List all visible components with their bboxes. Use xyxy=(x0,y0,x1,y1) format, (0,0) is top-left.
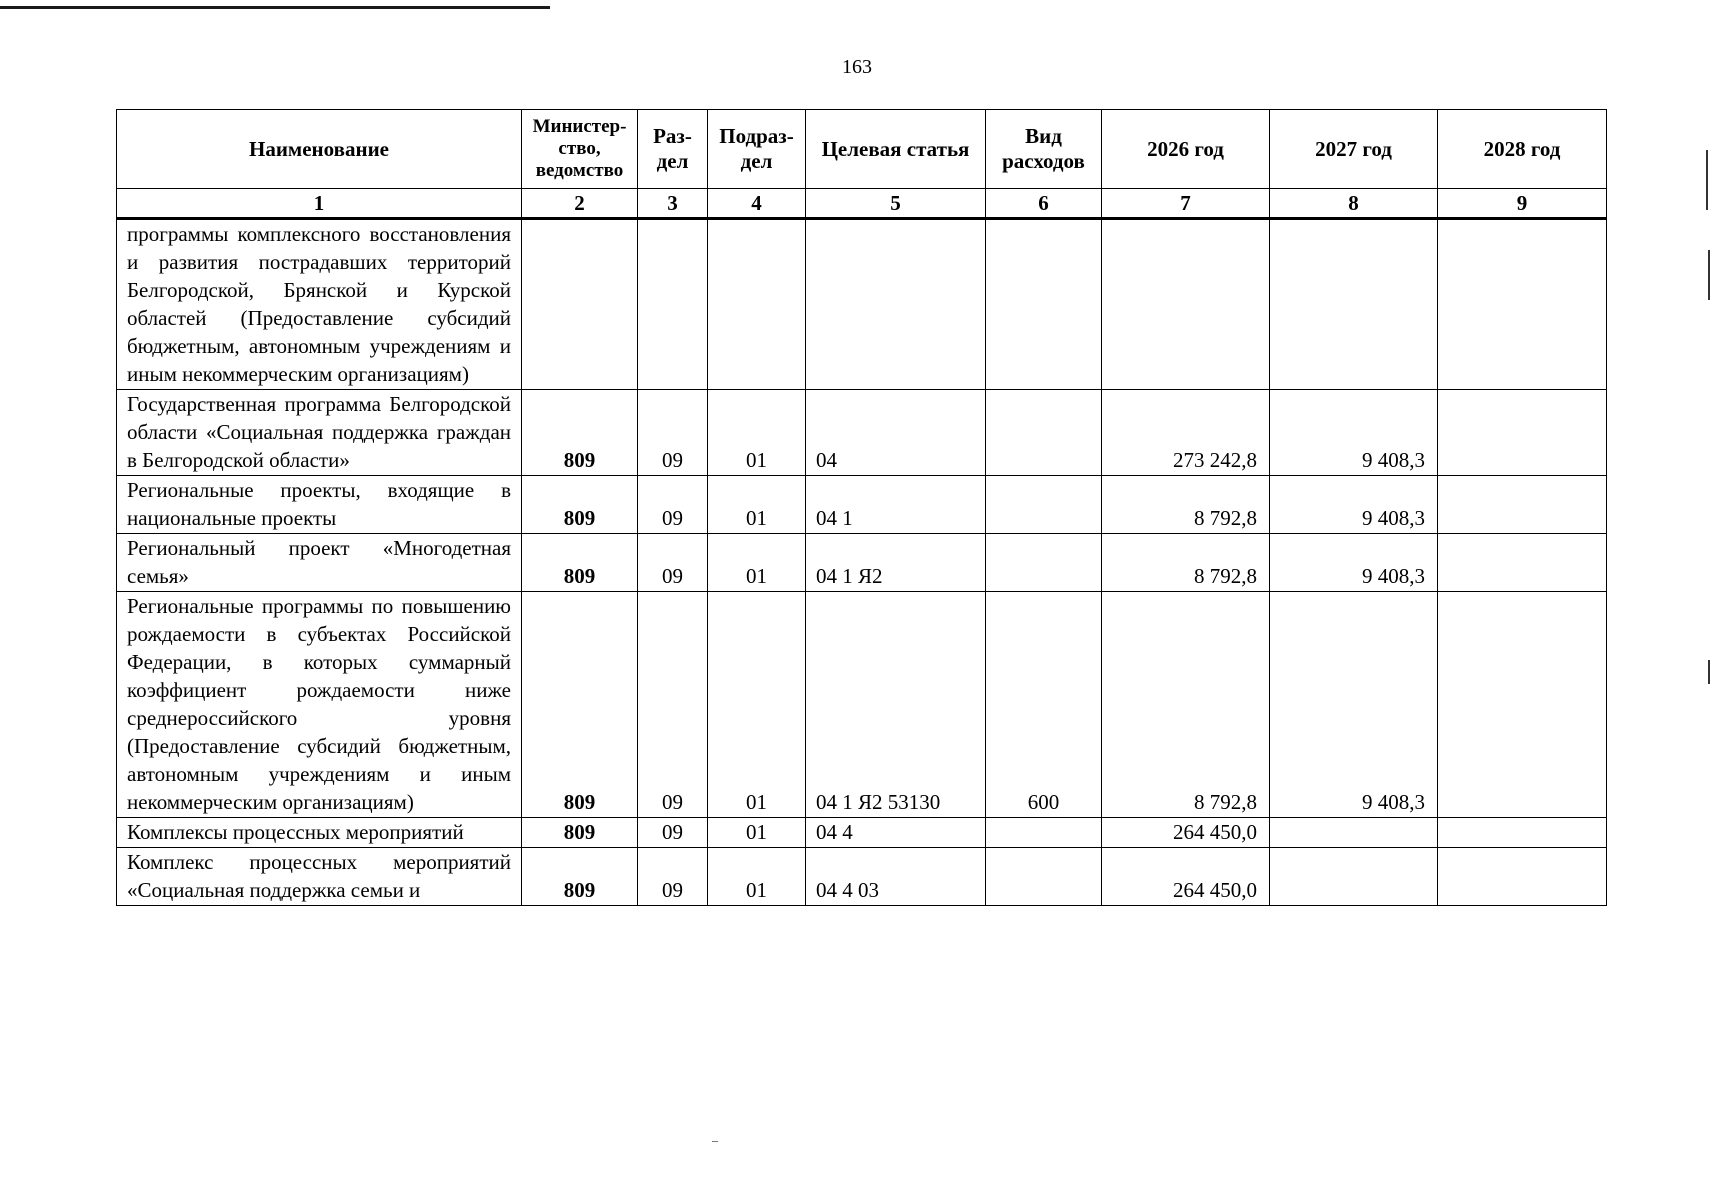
row-expense-type xyxy=(986,818,1102,848)
row-expense-type xyxy=(986,476,1102,534)
row-podrazdel: 01 xyxy=(708,476,806,534)
scan-edge-mark xyxy=(1706,150,1708,210)
column-number: 3 xyxy=(638,189,708,219)
header-razdel: Раз-дел xyxy=(638,110,708,189)
row-razdel: 09 xyxy=(638,476,708,534)
header-ministry: Министер-ство, ведомство xyxy=(522,110,638,189)
row-amount-2028 xyxy=(1438,476,1607,534)
row-amount-2028 xyxy=(1438,848,1607,906)
row-podrazdel: 01 xyxy=(708,818,806,848)
header-podrazdel: Подраз-дел xyxy=(708,110,806,189)
row-razdel: 09 xyxy=(638,390,708,476)
top-rule xyxy=(0,6,550,9)
row-ministry: 809 xyxy=(522,476,638,534)
row-amount-2028 xyxy=(1438,219,1607,390)
header-name: Наименование xyxy=(117,110,522,189)
table-row xyxy=(117,476,1607,534)
row-razdel: 09 xyxy=(638,592,708,818)
row-amount-2026 xyxy=(1102,219,1270,390)
row-amount-2028 xyxy=(1438,592,1607,818)
header-row xyxy=(117,110,1607,189)
header-year-2027: 2027 год xyxy=(1270,110,1438,189)
row-podrazdel: 01 xyxy=(708,592,806,818)
row-name: Государственная программа Белгородской области «Социальная поддержка граждан в Белгородской области» xyxy=(117,390,522,476)
scan-speck xyxy=(712,1141,718,1142)
row-amount-2027 xyxy=(1270,219,1438,390)
scan-edge-mark xyxy=(1708,660,1710,684)
row-ministry: 809 xyxy=(522,818,638,848)
column-number: 9 xyxy=(1438,189,1607,219)
row-amount-2027 xyxy=(1270,848,1438,906)
row-amount-2028 xyxy=(1438,818,1607,848)
row-ministry xyxy=(522,219,638,390)
row-ministry: 809 xyxy=(522,592,638,818)
row-target-article: 04 1 Я2 xyxy=(806,534,986,592)
row-ministry: 809 xyxy=(522,390,638,476)
page-number: 163 xyxy=(842,56,872,78)
row-expense-type: 600 xyxy=(986,592,1102,818)
row-amount-2027: 9 408,3 xyxy=(1270,592,1438,818)
row-target-article: 04 1 xyxy=(806,476,986,534)
row-podrazdel: 01 xyxy=(708,848,806,906)
row-amount-2026: 273 242,8 xyxy=(1102,390,1270,476)
scan-edge-mark xyxy=(1708,250,1710,300)
row-amount-2027: 9 408,3 xyxy=(1270,390,1438,476)
row-podrazdel xyxy=(708,219,806,390)
row-razdel: 09 xyxy=(638,534,708,592)
table-row xyxy=(117,534,1607,592)
row-name: Комплексы процессных мероприятий xyxy=(117,818,522,848)
row-podrazdel: 01 xyxy=(708,390,806,476)
row-ministry: 809 xyxy=(522,534,638,592)
row-amount-2026: 8 792,8 xyxy=(1102,476,1270,534)
row-expense-type xyxy=(986,219,1102,390)
row-expense-type xyxy=(986,848,1102,906)
row-name: Региональный проект «Многодетная семья» xyxy=(117,534,522,592)
column-number-row xyxy=(117,189,1607,219)
column-number: 2 xyxy=(522,189,638,219)
row-amount-2027: 9 408,3 xyxy=(1270,476,1438,534)
row-target-article xyxy=(806,219,986,390)
row-podrazdel: 01 xyxy=(708,534,806,592)
column-number: 8 xyxy=(1270,189,1438,219)
row-amount-2026: 264 450,0 xyxy=(1102,848,1270,906)
column-number: 7 xyxy=(1102,189,1270,219)
header-year-2028: 2028 год xyxy=(1438,110,1607,189)
row-name: программы комплексного восстановления и развития пострадавших территорий Белгородской, Брянской и Курской областей (Предоставление субсидий бюджетным, автономным учреждениям и иным некоммерческим организациям) xyxy=(117,219,522,390)
table-row xyxy=(117,390,1607,476)
row-name: Региональные программы по повышению рождаемости в субъектах Российской Федерации, в которых суммарный коэффициент рождаемости ниже среднероссийского уровня (Предоставление субсидий бюджетным, автономным учреждениям и иным некоммерческим организациям) xyxy=(117,592,522,818)
row-name: Комплекс процессных мероприятий «Социальная поддержка семьи и xyxy=(117,848,522,906)
column-number: 4 xyxy=(708,189,806,219)
row-amount-2028 xyxy=(1438,390,1607,476)
header-expense-type: Вид расходов xyxy=(986,110,1102,189)
header-year-2026: 2026 год xyxy=(1102,110,1270,189)
row-razdel xyxy=(638,219,708,390)
row-target-article: 04 1 Я2 53130 xyxy=(806,592,986,818)
row-expense-type xyxy=(986,390,1102,476)
budget-table xyxy=(116,109,1607,906)
row-amount-2027: 9 408,3 xyxy=(1270,534,1438,592)
column-number: 5 xyxy=(806,189,986,219)
row-amount-2026: 264 450,0 xyxy=(1102,818,1270,848)
row-target-article: 04 xyxy=(806,390,986,476)
table-row xyxy=(117,219,1607,390)
row-razdel: 09 xyxy=(638,848,708,906)
row-expense-type xyxy=(986,534,1102,592)
row-target-article: 04 4 xyxy=(806,818,986,848)
table-row xyxy=(117,848,1607,906)
row-razdel: 09 xyxy=(638,818,708,848)
header-target-article: Целевая статья xyxy=(806,110,986,189)
table-row xyxy=(117,818,1607,848)
row-target-article: 04 4 03 xyxy=(806,848,986,906)
column-number: 1 xyxy=(117,189,522,219)
column-number: 6 xyxy=(986,189,1102,219)
row-amount-2027 xyxy=(1270,818,1438,848)
row-ministry: 809 xyxy=(522,848,638,906)
row-name: Региональные проекты, входящие в национальные проекты xyxy=(117,476,522,534)
row-amount-2028 xyxy=(1438,534,1607,592)
row-amount-2026: 8 792,8 xyxy=(1102,534,1270,592)
row-amount-2026: 8 792,8 xyxy=(1102,592,1270,818)
table-row xyxy=(117,592,1607,818)
